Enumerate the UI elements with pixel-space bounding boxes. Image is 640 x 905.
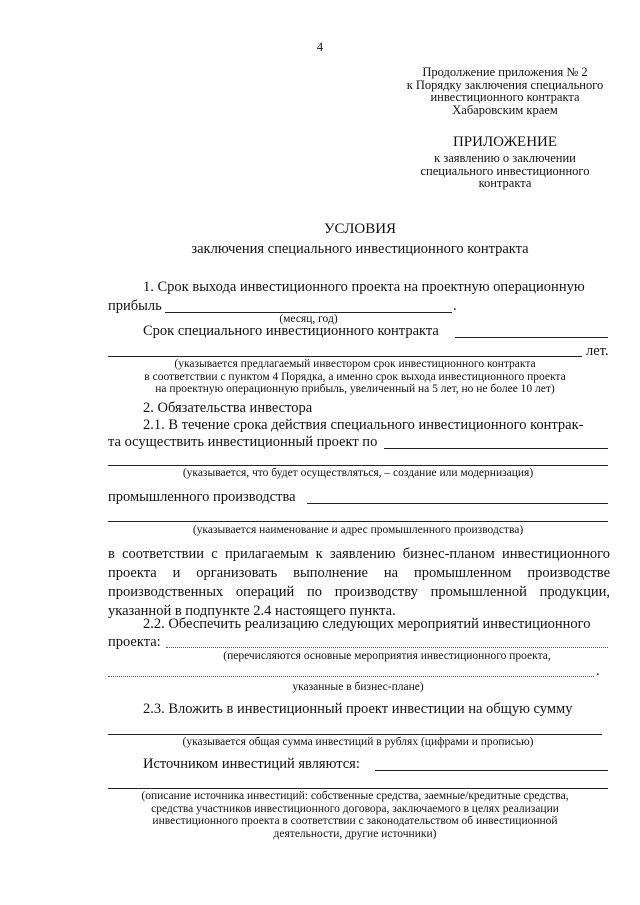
production-field[interactable]	[307, 503, 608, 504]
contract-term-field-cont[interactable]	[108, 356, 582, 357]
sources-field[interactable]	[375, 770, 608, 771]
project-action-field-cont[interactable]	[108, 465, 608, 466]
hint-measures-1: (перечисляются основные мероприятия инвестиционного проекта,	[223, 650, 551, 662]
continuation-line: к Порядку заключения специального	[406, 77, 604, 92]
s2-1-line2: та осуществить инвестиционный проект по	[108, 434, 378, 450]
sources-label: Источником инвестиций являются:	[143, 756, 360, 772]
measures-dot: .	[596, 663, 600, 679]
appendix-sub-line: специального инвестиционного	[420, 163, 590, 178]
sources-field-cont[interactable]	[108, 788, 608, 789]
continuation-note	[380, 66, 630, 116]
s2-2-line2: проекта:	[108, 634, 161, 650]
obligation-paragraph: в соответствии с прилагаемым к заявлению бизнес-планом инвестиционного проекта и организовать выполнение на промышленном производстве производственных операций по производству промышленной продукции, указанной в подпункте 2.4 настоящего пункта.	[108, 546, 610, 619]
hint-month-year: (месяц, год)	[279, 313, 338, 325]
production-label: промышленного производства	[108, 489, 296, 505]
production-field-cont[interactable]	[108, 521, 608, 522]
measures-field[interactable]	[166, 647, 608, 648]
appendix-subtitle	[380, 152, 630, 190]
hint-sources-line: деятельности, другие источники)	[273, 827, 437, 840]
hint-sources-line: (описание источника инвестиций: собственные средства, заемные/кредитные средства,	[141, 790, 569, 802]
contract-term-field[interactable]	[455, 337, 608, 338]
s1-line1: 1. Срок выхода инвестиционного проекта на проектную операционную	[143, 279, 585, 295]
hint-sources-line: средства участников инвестиционного договора, заключаемого в целях реализации	[151, 802, 559, 815]
hint-measures-2: указанные в бизнес-плане)	[292, 681, 424, 693]
document-subtitle: заключения специального инвестиционного контракта	[191, 241, 529, 257]
appendix-sub-line: контракта	[478, 176, 532, 190]
document-title: УСЛОВИЯ	[323, 221, 397, 237]
appendix-title: ПРИЛОЖЕНИЕ	[452, 134, 558, 150]
hint-sources	[100, 790, 610, 840]
s1-term-label: Срок специального инвестиционного контракта	[143, 323, 439, 339]
measures-field-cont[interactable]	[108, 676, 594, 677]
s2-1-line1: 2.1. В течение срока действия специального инвестиционного контрак-	[143, 417, 584, 433]
hint-term-line: на проектную операционную прибыль, увеличенный на 5 лет, но не более 10 лет)	[155, 383, 555, 395]
hint-sources-line: инвестиционного проекта в соответствии с законодательством об инвестиционной	[152, 815, 558, 827]
s2-heading: 2. Обязательства инвестора	[143, 400, 313, 416]
hint-term	[100, 358, 610, 396]
continuation-line: Хабаровским краем	[452, 102, 558, 117]
s1-line2-end: .	[453, 298, 457, 314]
continuation-line: инвестиционного контракта	[430, 90, 580, 104]
s2-3-line: 2.3. Вложить в инвестиционный проект инвестиции на общую сумму	[143, 701, 573, 717]
hint-production: (указывается наименование и адрес промышленного производства)	[192, 524, 524, 536]
s1-profit-label: прибыль	[108, 298, 162, 314]
continuation-line: Продолжение приложения № 2	[422, 65, 588, 79]
investment-sum-field[interactable]	[108, 734, 602, 735]
s2-2-line1: 2.2. Обеспечить реализацию следующих мероприятий инвестиционного	[143, 616, 591, 632]
hint-term-line: (указывается предлагаемый инвестором срок инвестиционного контракта	[174, 358, 536, 370]
page-number: 4	[316, 40, 324, 54]
hint-action: (указывается, что будет осуществляться, – создание или модернизация)	[182, 467, 534, 479]
hint-sum: (указывается общая сумма инвестиций в рублях (цифрами и прописью)	[182, 736, 534, 748]
years-label: лет.	[586, 343, 609, 359]
appendix-sub-line: к заявлению о заключении	[434, 151, 576, 165]
hint-term-line: в соответствии с пунктом 4 Порядка, а именно срок выхода инвестиционного проекта	[144, 370, 566, 383]
project-action-field[interactable]	[384, 448, 608, 449]
